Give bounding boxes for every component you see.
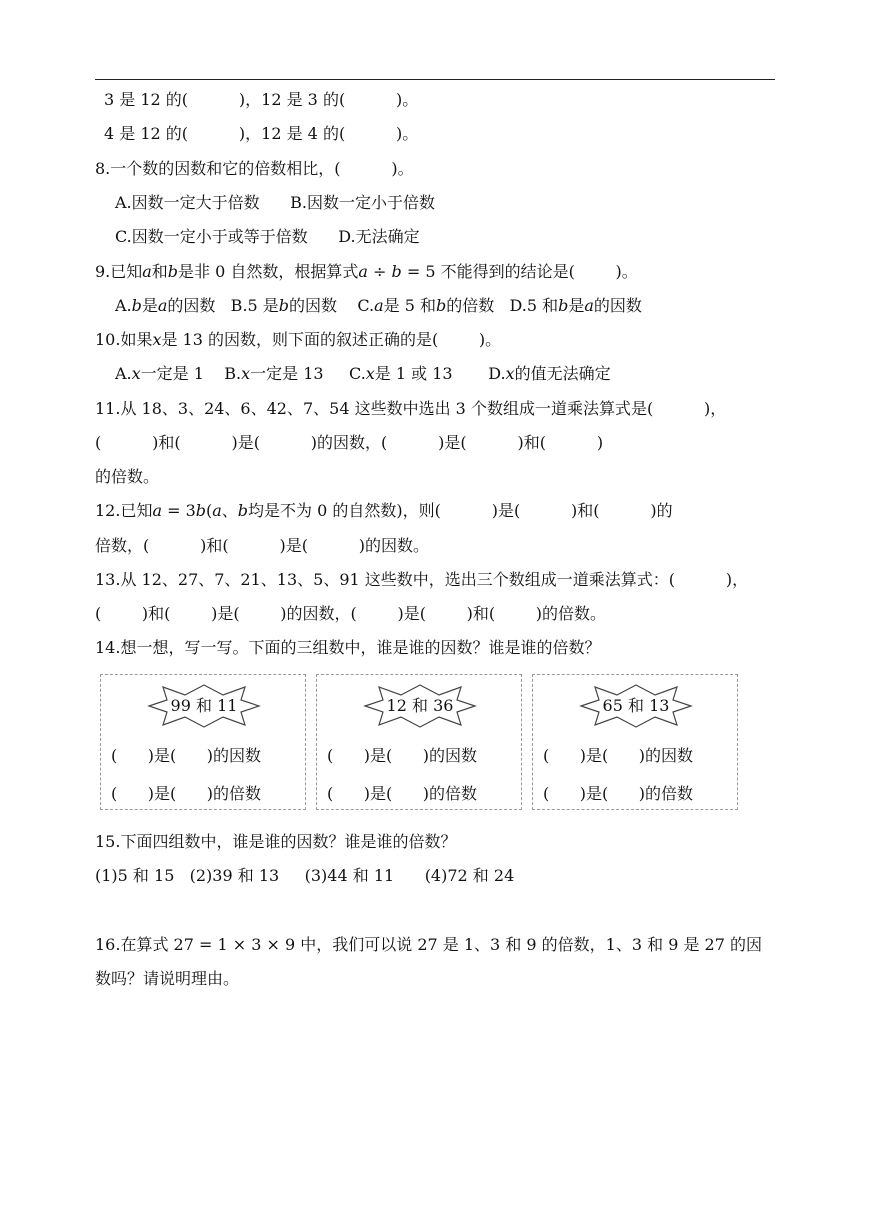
number-pair-panel (316, 674, 522, 810)
starburst-label (145, 683, 263, 729)
starburst-label (361, 683, 479, 729)
q14-stem: 14.想一想，写一写。下面的三组数中，谁是谁的因数？谁是谁的倍数？ (95, 638, 601, 657)
q16-line-2: 数吗？请说明理由。 (95, 969, 240, 988)
q10-options: A.𝑥一定是 1 B.𝑥一定是 13 C.𝑥是 1 或 13 D.𝑥的值无法确定 (115, 364, 611, 383)
q8-options-ab: A.因数一定大于倍数 B.因数一定小于倍数 (115, 193, 436, 212)
q7-line-1: 3 是 12 的( )，12 是 3 的( )。 (104, 90, 419, 109)
q13-line-2: ( )和( )是( )的因数，( )是( )和( )的倍数。 (95, 604, 607, 623)
q15-stem: 15.下面四组数中，谁是谁的因数？谁是谁的倍数？ (95, 832, 457, 851)
multiple-row: ( )是( )的倍数 (543, 784, 694, 803)
q11-stem: 11.从 18、3、24、6、42、7、54 这些数中选出 3 个数组成一道乘法算式是( )， (95, 399, 727, 418)
q9-options: A.𝑏是𝑎的因数 B.5 是𝑏的因数 C.𝑎是 5 和𝑏的倍数 D.5 和𝑏是𝑎的因数 (115, 296, 642, 315)
factor-row: ( )是( )的因数 (327, 746, 478, 765)
number-pair-panel (100, 674, 306, 810)
q8-options-cd: C.因数一定小于或等于倍数 D.无法确定 (115, 227, 420, 246)
header-rule (95, 79, 775, 80)
multiple-row: ( )是( )的倍数 (111, 784, 262, 803)
q16-stem: 16.在算式 27 = 1 × 3 × 9 中，我们可以说 27 是 1、3 和 9 的倍数，1、3 和 9 是 27 的因 (95, 935, 762, 954)
factor-row: ( )是( )的因数 (543, 746, 694, 765)
q9-stem: 9.已知𝑎和𝑏是非 0 自然数，根据算式𝑎 ÷ 𝑏 = 5 不能得到的结论是( )。 (95, 262, 638, 281)
q11-line-2: ( )和( )是( )的因数，( )是( )和( ) (95, 433, 604, 452)
q10-stem: 10.如果𝑥是 13 的因数，则下面的叙述正确的是( )。 (95, 330, 502, 349)
starburst-label (577, 683, 695, 729)
factor-row: ( )是( )的因数 (111, 746, 262, 765)
multiple-row: ( )是( )的倍数 (327, 784, 478, 803)
q12-stem: 12.已知𝑎 = 3𝑏(𝑎、𝑏均是不为 0 的自然数)，则( )是( )和( )的 (95, 501, 673, 520)
q11-line-3: 的倍数。 (95, 467, 160, 486)
q8-stem: 8.一个数的因数和它的倍数相比，( )。 (95, 159, 414, 178)
pair-label: 65 和 13 (602, 696, 670, 715)
number-pair-panel (532, 674, 738, 810)
pair-label: 99 和 11 (170, 696, 238, 715)
q15-groups: (1)5 和 15 (2)39 和 13 (3)44 和 11 (4)72 和 24 (95, 866, 515, 885)
q7-line-2: 4 是 12 的( )，12 是 4 的( )。 (104, 124, 419, 143)
q13-stem: 13.从 12、27、7、21、13、5、91 这些数中，选出三个数组成一道乘法算式：( )， (95, 570, 749, 589)
q12-line-2: 倍数，( )和( )是( )的因数。 (95, 536, 430, 555)
pair-label: 12 和 36 (386, 696, 454, 715)
